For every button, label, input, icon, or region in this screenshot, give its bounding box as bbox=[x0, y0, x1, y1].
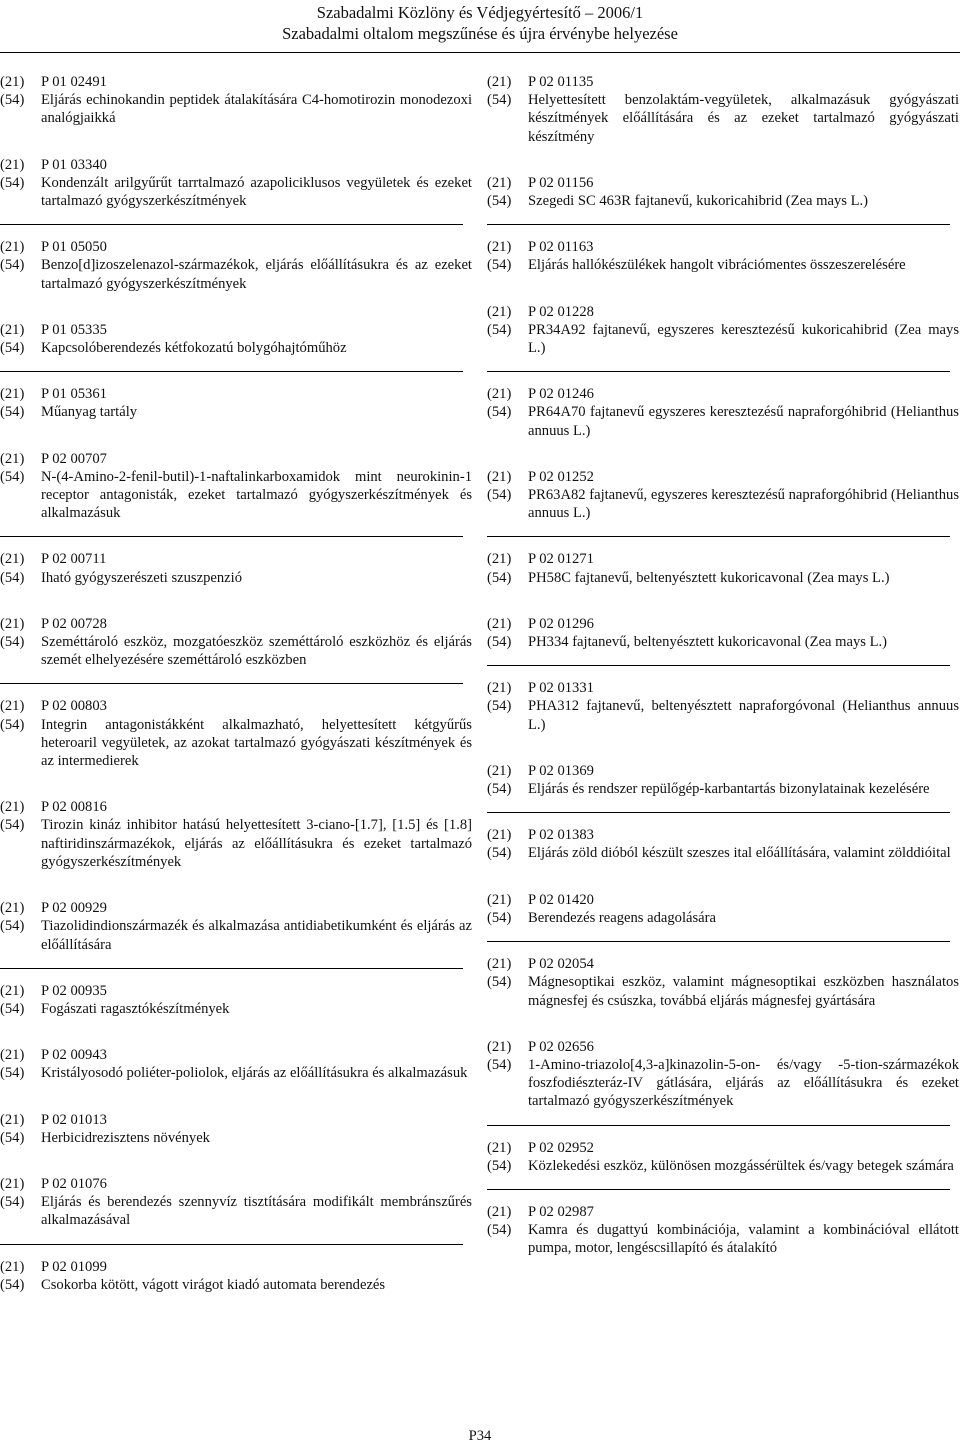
application-number: P 02 00707 bbox=[41, 450, 107, 467]
application-number: P 01 05050 bbox=[41, 239, 107, 256]
code-54-label: (54) bbox=[0, 634, 25, 651]
code-21-label: (21) bbox=[487, 468, 512, 485]
patent-entry bbox=[487, 238, 959, 274]
invention-title: Kristályosodó poliéter-poliolok, eljárás az előállításukra és alkalmazásuk bbox=[41, 1065, 468, 1082]
code-21-label: (21) bbox=[487, 891, 512, 908]
invention-title: Tiazolidindionszármazék és alkalmazása antidiabetikumként és eljárás az előállítására bbox=[41, 918, 472, 953]
invention-title: Kamra és dugattyú kombinációja, valamint a kombinációval ellátott pumpa, motor, lengéscsillapító és átalakító bbox=[528, 1222, 959, 1257]
application-number: P 02 01163 bbox=[528, 239, 594, 256]
code-21-label: (21) bbox=[487, 827, 512, 844]
code-21-label: (21) bbox=[487, 1139, 512, 1156]
header-rule bbox=[0, 52, 960, 53]
patent-entry bbox=[487, 73, 959, 146]
code-21-label: (21) bbox=[0, 321, 25, 338]
code-54-label: (54) bbox=[487, 487, 512, 504]
code-54-label: (54) bbox=[487, 781, 512, 798]
code-21-label: (21) bbox=[0, 239, 25, 256]
page-number: P34 bbox=[468, 1428, 492, 1444]
application-number: P 02 01420 bbox=[528, 891, 594, 908]
code-21-label: (21) bbox=[0, 450, 25, 467]
application-number: P 01 03340 bbox=[41, 156, 107, 173]
code-54-label: (54) bbox=[0, 340, 25, 357]
patent-entry bbox=[0, 321, 472, 357]
patent-entry bbox=[0, 982, 472, 1018]
application-number: P 02 02987 bbox=[528, 1203, 594, 1220]
invention-title: Iható gyógyszerészeti szuszpenzió bbox=[41, 569, 242, 586]
code-21-label: (21) bbox=[0, 799, 25, 816]
patent-entry bbox=[487, 826, 959, 862]
code-21-label: (21) bbox=[487, 239, 512, 256]
application-number: P 02 01331 bbox=[528, 680, 594, 697]
invention-title: Eljárás hallókészülékek hangolt vibrációmentes összeszerelésére bbox=[528, 257, 906, 274]
code-21-label: (21) bbox=[487, 74, 512, 90]
invention-title: Szeméttároló eszköz, mozgatóeszköz szeméttároló eszközhöz és eljárás szemét elhelyezésére szeméttároló eszközben bbox=[41, 634, 472, 669]
code-54-label: (54) bbox=[487, 634, 512, 651]
application-number: P 02 01246 bbox=[528, 386, 594, 403]
code-21-label: (21) bbox=[487, 1203, 512, 1220]
code-54-label: (54) bbox=[487, 257, 512, 274]
invention-title: Herbicidrezisztens növények bbox=[41, 1129, 210, 1146]
application-number: P 02 01369 bbox=[528, 762, 594, 779]
journal-title: Szabadalmi Közlöny és Védjegyértesítő – 2006/1 bbox=[316, 3, 644, 22]
code-54-label: (54) bbox=[0, 716, 25, 733]
application-number: P 02 00816 bbox=[41, 799, 107, 816]
patent-entry bbox=[487, 468, 959, 523]
patent-entry bbox=[0, 798, 472, 871]
invention-title: Benzo[d]izoszelenazol-származékok, eljárás előállításukra és az ezeket tartalmazó gyógyszerkészítmények bbox=[41, 257, 472, 292]
patent-entry bbox=[0, 238, 472, 293]
application-number: P 02 00803 bbox=[41, 698, 107, 715]
patent-entry bbox=[487, 303, 959, 358]
code-54-label: (54) bbox=[0, 569, 25, 586]
code-21-label: (21) bbox=[487, 956, 512, 973]
invention-title: Kondenzált arilgyűrűt tarrtalmazó azapoliciklusos vegyületek és ezeket tartalmazó gyógyszerkészítmények bbox=[41, 174, 472, 210]
code-54-label: (54) bbox=[487, 569, 512, 586]
code-21-label: (21) bbox=[487, 174, 512, 191]
patent-entry bbox=[0, 1175, 472, 1230]
invention-title: Helyettesített benzolaktám-vegyületek, alkalmazásuk gyógyászati készítmények előállítására és az ezeket tartalmazó gyógyászati készítmény bbox=[528, 92, 959, 145]
application-number: P 02 01271 bbox=[528, 551, 594, 568]
code-54-label: (54) bbox=[0, 1276, 25, 1293]
code-54-label: (54) bbox=[487, 698, 512, 715]
code-54-label: (54) bbox=[487, 193, 512, 210]
code-21-label: (21) bbox=[0, 74, 25, 90]
code-54-label: (54) bbox=[487, 321, 512, 338]
patent-entry bbox=[0, 697, 472, 770]
code-54-label: (54) bbox=[0, 817, 25, 834]
invention-title: Fogászati ragasztókészítmények bbox=[41, 1000, 230, 1017]
invention-title: N-(4-Amino-2-fenil-butil)-1-naftalinkarboxamidok mint neurokinin-1 receptor antagonisták, ezeket tartalmazó gyógyszerkészítmények és alkalmazásuk bbox=[41, 468, 472, 522]
code-54-label: (54) bbox=[0, 918, 25, 935]
patent-entry bbox=[487, 679, 959, 734]
invention-title: Eljárás echinokandin peptidek átalakítására C4-homotirozin monodezoxi analógjaikká bbox=[41, 92, 472, 127]
application-number: P 02 01228 bbox=[528, 303, 594, 320]
application-number: P 02 01383 bbox=[528, 827, 594, 844]
invention-title: 1-Amino-triazolo[4,3-a]kinazolin-5-on- és/vagy -5-tion-származékok foszfodiészteráz-IV gátlására, eljárás az előállításukra és ezeket tartalmazó gyógyszerkészítmények bbox=[528, 1056, 959, 1110]
invention-title: PR64A70 fajtanevű egyszeres keresztezésű napraforgóhibrid (Helianthus annuus L.) bbox=[528, 404, 959, 439]
code-21-label: (21) bbox=[487, 680, 512, 697]
application-number: P 02 00929 bbox=[41, 900, 107, 917]
patent-entry bbox=[0, 899, 472, 954]
code-21-label: (21) bbox=[0, 982, 25, 999]
application-number: P 02 00711 bbox=[41, 551, 107, 568]
code-54-label: (54) bbox=[0, 1065, 25, 1082]
code-54-label: (54) bbox=[0, 468, 25, 485]
patent-entry bbox=[487, 891, 959, 927]
code-54-label: (54) bbox=[487, 404, 512, 421]
code-21-label: (21) bbox=[0, 1111, 25, 1128]
invention-title: PR63A82 fajtanevű, egyszeres keresztezésű napraforgóhibrid (Helianthus annuus L.) bbox=[528, 487, 959, 522]
patent-entry bbox=[0, 73, 472, 128]
application-number: P 02 01252 bbox=[528, 468, 594, 485]
code-54-label: (54) bbox=[0, 1129, 25, 1146]
code-54-label: (54) bbox=[0, 92, 25, 109]
patent-entry bbox=[487, 615, 959, 651]
code-21-label: (21) bbox=[0, 900, 25, 917]
invention-title: PH58C fajtanevű, beltenyésztett kukoricavonal (Zea mays L.) bbox=[528, 569, 890, 586]
invention-title: Eljárás és berendezés szennyvíz tisztítására modifikált membránszűrés alkalmazásával bbox=[41, 1194, 472, 1229]
code-21-label: (21) bbox=[0, 1047, 25, 1064]
application-number: P 02 01135 bbox=[528, 74, 594, 90]
invention-title: Szegedi SC 463R fajtanevű, kukoricahibrid (Zea mays L.) bbox=[528, 193, 869, 210]
code-21-label: (21) bbox=[487, 386, 512, 403]
code-21-label: (21) bbox=[0, 1258, 25, 1275]
right-column bbox=[487, 73, 959, 1258]
code-54-label: (54) bbox=[487, 1222, 512, 1239]
code-21-label: (21) bbox=[487, 1038, 512, 1055]
patent-entry bbox=[0, 1046, 472, 1082]
code-54-label: (54) bbox=[487, 92, 512, 109]
application-number: P 02 01156 bbox=[528, 174, 594, 191]
patent-entry bbox=[0, 385, 472, 421]
code-21-label: (21) bbox=[487, 615, 512, 632]
left-column bbox=[0, 73, 472, 1294]
patent-entry bbox=[0, 1258, 472, 1294]
patent-entry bbox=[487, 1139, 959, 1175]
patent-entry bbox=[0, 450, 472, 523]
code-54-label: (54) bbox=[0, 257, 25, 274]
code-54-label: (54) bbox=[487, 909, 512, 926]
code-54-label: (54) bbox=[0, 404, 25, 421]
invention-title: PHA312 fajtanevű, beltenyésztett napraforgóvonal (Helianthus annuus L.) bbox=[528, 698, 959, 733]
application-number: P 02 02952 bbox=[528, 1139, 594, 1156]
code-21-label: (21) bbox=[0, 1175, 25, 1192]
invention-title: Tirozin kináz inhibitor hatású helyettesített 3-ciano-[1.7], [1.5] és [1.8] naftiridinszármazékok, eljárás az előállításukra és ezeket tartalmazó gyógyszerkészítmények bbox=[41, 817, 472, 870]
application-number: P 02 00935 bbox=[41, 982, 107, 999]
application-number: P 01 05361 bbox=[41, 386, 107, 403]
application-number: P 02 01013 bbox=[41, 1111, 107, 1128]
code-54-label: (54) bbox=[487, 974, 512, 991]
code-21-label: (21) bbox=[0, 615, 25, 632]
application-number: P 02 01099 bbox=[41, 1258, 107, 1275]
patent-entry bbox=[487, 1203, 959, 1258]
page-header bbox=[0, 0, 960, 66]
code-21-label: (21) bbox=[0, 698, 25, 715]
application-number: P 02 00728 bbox=[41, 615, 107, 632]
code-54-label: (54) bbox=[0, 174, 25, 191]
patent-entry bbox=[0, 1111, 472, 1147]
patent-entry bbox=[487, 762, 959, 798]
code-21-label: (21) bbox=[487, 762, 512, 779]
invention-title: Kapcsolóberendezés kétfokozatú bolygóhajtóműhöz bbox=[41, 340, 347, 357]
code-54-label: (54) bbox=[0, 1194, 25, 1211]
patent-entry bbox=[0, 156, 472, 211]
patent-entry bbox=[487, 174, 959, 210]
invention-title: PR34A92 fajtanevű, egyszeres keresztezésű kukoricahibrid (Zea mays L.) bbox=[528, 321, 959, 357]
code-21-label: (21) bbox=[487, 551, 512, 568]
invention-title: Közlekedési eszköz, különösen mozgássérültek és/vagy betegek számára bbox=[528, 1157, 954, 1174]
application-number: P 01 05335 bbox=[41, 321, 107, 338]
invention-title: Mágnesoptikai eszköz, valamint mágnesoptikai eszközben használatos mágnesfej és csúszka, továbbá eljárás mágnesfej gyártására bbox=[528, 974, 959, 1009]
application-number: P 02 01296 bbox=[528, 615, 594, 632]
invention-title: Integrin antagonistákként alkalmazható, helyettesített kétgyűrűs heteroaril vegyületek, az azokat tartalmazó gyógyászati készítmények és az intermedierek bbox=[41, 716, 472, 770]
section-title: Szabadalmi oltalom megszűnése és újra érvénybe helyezése bbox=[282, 24, 678, 43]
code-54-label: (54) bbox=[487, 1056, 512, 1073]
application-number: P 01 02491 bbox=[41, 74, 107, 90]
code-21-label: (21) bbox=[0, 156, 25, 173]
patent-entry bbox=[487, 955, 959, 1010]
application-number: P 02 02054 bbox=[528, 956, 594, 973]
patent-entry bbox=[487, 1038, 959, 1111]
application-number: P 02 00943 bbox=[41, 1047, 107, 1064]
code-21-label: (21) bbox=[0, 386, 25, 403]
application-number: P 02 02656 bbox=[528, 1038, 594, 1055]
invention-title: Berendezés reagens adagolására bbox=[528, 909, 716, 926]
patent-entry bbox=[487, 550, 959, 586]
code-21-label: (21) bbox=[487, 303, 512, 320]
code-54-label: (54) bbox=[0, 1000, 25, 1017]
invention-title: Műanyag tartály bbox=[41, 404, 138, 421]
patent-entry bbox=[0, 550, 472, 586]
code-54-label: (54) bbox=[487, 845, 512, 862]
invention-title: PH334 fajtanevű, beltenyésztett kukoricavonal (Zea mays L.) bbox=[528, 634, 888, 651]
invention-title: Csokorba kötött, vágott virágot kiadó automata berendezés bbox=[41, 1276, 386, 1293]
code-21-label: (21) bbox=[0, 551, 25, 568]
code-54-label: (54) bbox=[487, 1157, 512, 1174]
application-number: P 02 01076 bbox=[41, 1175, 107, 1192]
invention-title: Eljárás és rendszer repülőgép-karbantartás bizonylatainak kezelésére bbox=[528, 781, 930, 798]
invention-title: Eljárás zöld dióból készült szeszes ital előállítására, valamint zölddióital bbox=[528, 845, 951, 862]
patent-entry bbox=[487, 385, 959, 440]
patent-entry bbox=[0, 615, 472, 670]
